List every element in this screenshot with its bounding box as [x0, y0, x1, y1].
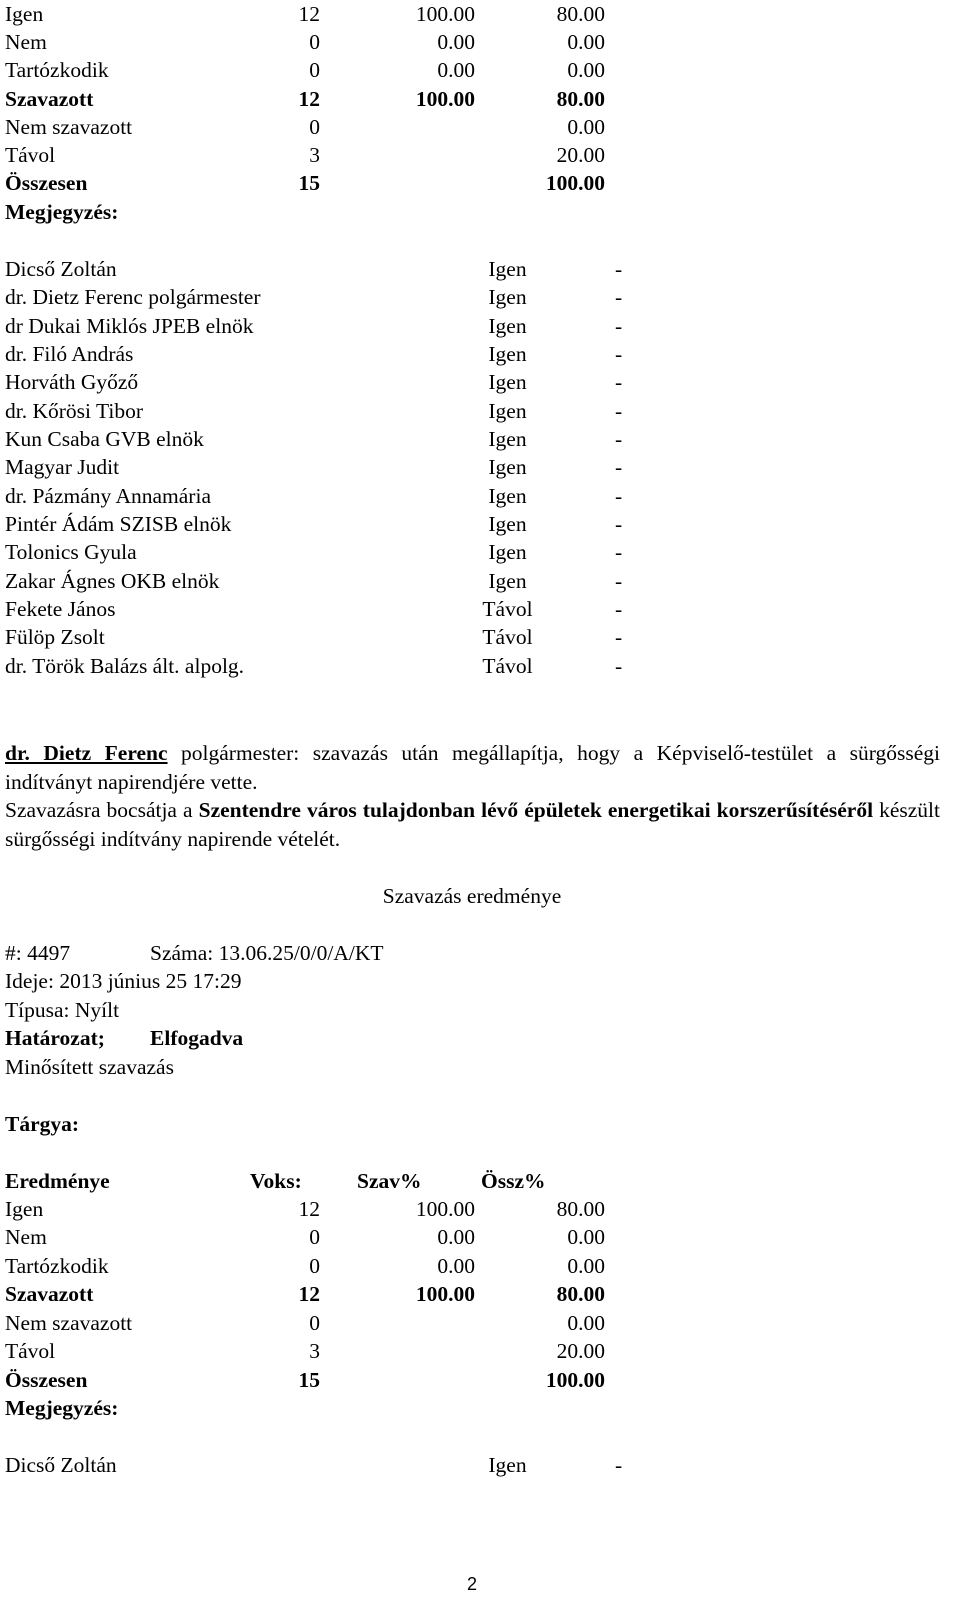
member-dash: - — [615, 1453, 623, 1477]
table-header — [5, 1167, 560, 1196]
list-item — [5, 397, 645, 426]
row-voks: 3 — [309, 143, 320, 167]
member-name: Horváth Győző — [5, 370, 139, 394]
list-item — [5, 312, 645, 341]
member-name: dr. Dietz Ferenc polgármester — [5, 285, 261, 309]
member-name: Zakar Ágnes OKB elnök — [5, 569, 220, 593]
member-name: Dicső Zoltán — [5, 1453, 117, 1477]
row-ossz: 100.00 — [545, 171, 605, 195]
row-szav: 0.00 — [437, 30, 475, 54]
member-name: Magyar Judit — [5, 455, 120, 479]
decision-value: Elfogadva — [150, 1026, 244, 1050]
table-row-total-voted — [5, 1280, 605, 1309]
motion-prefix: Szavazásra bocsátja a — [5, 798, 199, 822]
row-label: Tartózkodik — [5, 1254, 109, 1278]
member-vote: Igen — [488, 455, 527, 479]
vote-type: Típusa: Nyílt — [5, 998, 120, 1022]
row-voks: 0 — [309, 30, 320, 54]
note-label: Megjegyzés: — [5, 1396, 119, 1420]
row-szav: 0.00 — [437, 58, 475, 82]
row-szav: 0.00 — [437, 1254, 475, 1278]
row-label: Távol — [5, 1339, 56, 1363]
motion-suffix: készült sürgősségi indítvány napirende vételét. — [5, 798, 940, 851]
list-item — [5, 595, 645, 624]
row-ossz: 80.00 — [556, 1282, 605, 1306]
member-dash: - — [615, 285, 623, 309]
member-name: Tolonics Gyula — [5, 540, 137, 564]
row-label: Szavazott — [5, 87, 94, 111]
row-label: Tartózkodik — [5, 58, 109, 82]
list-item — [5, 567, 645, 596]
table-row-total-voted — [5, 85, 605, 114]
member-vote: Távol — [482, 597, 533, 621]
row-ossz: 0.00 — [567, 30, 605, 54]
row-label: Nem szavazott — [5, 115, 133, 139]
row-label: Igen — [5, 2, 44, 26]
member-dash: - — [615, 654, 623, 678]
note-label: Megjegyzés: — [5, 200, 119, 224]
row-ossz: 0.00 — [567, 115, 605, 139]
member-dash: - — [615, 342, 623, 366]
member-vote: Igen — [488, 399, 527, 423]
row-voks: 12 — [298, 1282, 320, 1306]
row-label: Távol — [5, 143, 56, 167]
row-ossz: 0.00 — [567, 1311, 605, 1335]
vote-result-title: Szavazás eredménye — [382, 884, 562, 908]
row-ossz: 20.00 — [556, 1339, 605, 1363]
list-item — [5, 510, 645, 539]
member-dash: - — [615, 597, 623, 621]
header-label: Eredménye — [5, 1169, 110, 1193]
member-name: Dicső Zoltán — [5, 257, 117, 281]
page-number: 2 — [466, 1574, 477, 1594]
decision-line — [5, 1024, 405, 1053]
member-vote: Igen — [488, 1453, 527, 1477]
row-label: Nem szavazott — [5, 1311, 133, 1335]
vote-id: #: 4497 — [5, 941, 71, 965]
list-item — [5, 283, 645, 312]
member-vote: Igen — [488, 314, 527, 338]
member-vote: Igen — [488, 342, 527, 366]
member-name: dr Dukai Miklós JPEB elnök — [5, 314, 254, 338]
member-dash: - — [615, 257, 623, 281]
qualified-vote: Minősített szavazás — [5, 1055, 174, 1079]
list-item — [5, 652, 645, 681]
motion-paragraph — [5, 796, 940, 853]
row-voks: 0 — [309, 58, 320, 82]
list-item — [5, 425, 645, 454]
row-ossz: 0.00 — [567, 58, 605, 82]
list-item — [5, 623, 645, 652]
member-name: dr. Kőrösi Tibor — [5, 399, 143, 423]
row-label: Összesen — [5, 171, 88, 195]
member-name: Fülöp Zsolt — [5, 625, 105, 649]
member-name: Pintér Ádám SZISB elnök — [5, 512, 232, 536]
row-voks: 0 — [309, 1254, 320, 1278]
list-item — [5, 340, 645, 369]
member-vote: Igen — [488, 285, 527, 309]
list-item — [5, 453, 645, 482]
member-dash: - — [615, 370, 623, 394]
member-vote: Igen — [488, 540, 527, 564]
member-name: Kun Csaba GVB elnök — [5, 427, 204, 451]
member-dash: - — [615, 540, 623, 564]
member-dash: - — [615, 399, 623, 423]
member-dash: - — [615, 427, 623, 451]
row-ossz: 20.00 — [556, 143, 605, 167]
row-voks: 15 — [298, 1368, 320, 1392]
vote-time: Ideje: 2013 június 25 17:29 — [5, 969, 242, 993]
list-item — [5, 368, 645, 397]
member-dash: - — [615, 484, 623, 508]
row-label: Összesen — [5, 1368, 88, 1392]
list-item — [5, 482, 645, 511]
member-name: Fekete János — [5, 597, 116, 621]
member-dash: - — [615, 512, 623, 536]
member-name: dr. Pázmány Annamária — [5, 484, 211, 508]
speaker-name: dr. Dietz Ferenc — [5, 741, 168, 765]
subject-label: Tárgya: — [5, 1112, 80, 1136]
member-vote: Távol — [482, 625, 533, 649]
header-ossz: Össz% — [481, 1169, 546, 1193]
member-dash: - — [615, 314, 623, 338]
motion-subject: Szentendre város tulajdonban lévő épületek energetikai korszerűsítéséről — [198, 798, 874, 822]
list-item — [5, 538, 645, 567]
member-vote: Igen — [488, 370, 527, 394]
row-voks: 0 — [309, 1311, 320, 1335]
row-szav: 0.00 — [437, 1225, 475, 1249]
row-ossz: 80.00 — [556, 87, 605, 111]
list-item — [5, 255, 645, 284]
vote-number: Száma: 13.06.25/0/0/A/KT — [150, 941, 384, 965]
member-dash: - — [615, 569, 623, 593]
row-szav: 100.00 — [415, 1197, 475, 1221]
member-vote: Távol — [482, 654, 533, 678]
row-voks: 12 — [298, 1197, 320, 1221]
row-szav: 100.00 — [415, 87, 475, 111]
row-voks: 12 — [298, 2, 320, 26]
member-name: dr. Török Balázs ált. alpolg. — [5, 654, 245, 678]
header-voks: Voks: — [250, 1169, 302, 1193]
row-label: Szavazott — [5, 1282, 94, 1306]
row-ossz: 0.00 — [567, 1254, 605, 1278]
row-voks: 12 — [298, 87, 320, 111]
row-ossz: 100.00 — [545, 1368, 605, 1392]
row-voks: 3 — [309, 1339, 320, 1363]
row-voks: 0 — [309, 1225, 320, 1249]
member-dash: - — [615, 625, 623, 649]
member-name: dr. Filó András — [5, 342, 134, 366]
vote-id-line — [5, 939, 605, 968]
row-voks: 15 — [298, 171, 320, 195]
member-vote: Igen — [488, 512, 527, 536]
member-vote: Igen — [488, 569, 527, 593]
mayor-statement-paragraph — [5, 739, 940, 796]
member-vote: Igen — [488, 427, 527, 451]
row-voks: 0 — [309, 115, 320, 139]
row-szav: 100.00 — [415, 1282, 475, 1306]
member-dash: - — [615, 455, 623, 479]
decision-label: Határozat; — [5, 1026, 105, 1050]
header-szav: Szav% — [357, 1169, 422, 1193]
row-label: Igen — [5, 1197, 44, 1221]
member-vote: Igen — [488, 257, 527, 281]
row-ossz: 80.00 — [556, 1197, 605, 1221]
row-label: Nem — [5, 1225, 47, 1249]
list-item — [5, 1451, 645, 1480]
row-ossz: 0.00 — [567, 1225, 605, 1249]
row-szav: 100.00 — [415, 2, 475, 26]
row-label: Nem — [5, 30, 47, 54]
member-vote: Igen — [488, 484, 527, 508]
statement-text: polgármester: szavazás után megállapítja, hogy a Képviselő-testület a sürgősségi indítványt napirendjére vette. — [5, 741, 940, 794]
row-ossz: 80.00 — [556, 2, 605, 26]
